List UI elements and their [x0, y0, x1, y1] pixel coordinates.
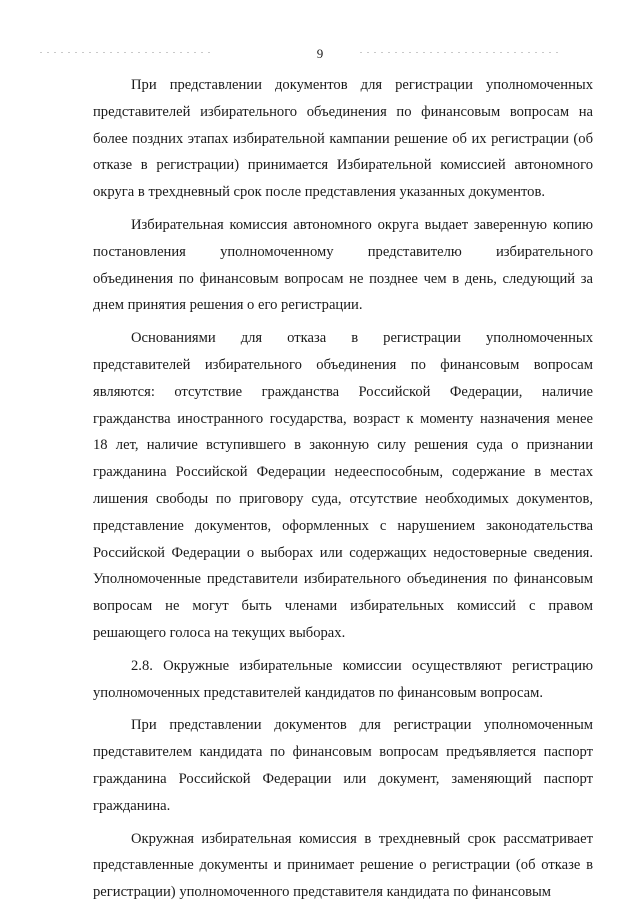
paragraph-line: отказе в регистрации) принимается Избирательной комиссией автономного — [93, 157, 593, 174]
paragraph-line: гражданина Российской Федерации или документ, заменяющий паспорт — [93, 770, 593, 787]
paragraph-line: гражданина. — [93, 797, 171, 814]
paragraph-line: представителей избирательного объединения по финансовым вопросам — [93, 356, 593, 373]
paragraph-line: 18 лет, наличие вступившего в законную силу решения суда о признании — [93, 437, 593, 454]
paragraph — [93, 212, 593, 319]
paragraph-line: уполномоченных представителей кандидатов по финансовым вопросам. — [93, 684, 544, 701]
paragraph-line: постановления уполномоченному представителю избирательного — [93, 243, 593, 260]
paragraph-line: Российской Федерации о выборах или содержащих недостоверные сведения. — [93, 544, 593, 561]
paragraph — [93, 325, 593, 647]
paragraph-line: гражданина Российской Федерации недееспособным, содержание в местах — [93, 464, 593, 481]
paragraph-line: Уполномоченные представители избирательного объединения по финансовым — [93, 571, 593, 588]
paragraph — [93, 653, 593, 707]
paragraph-line: При представлении документов для регистрации уполномоченным — [131, 717, 593, 734]
paragraph-line: объединения по финансовым вопросам не позднее чем в день, следующий за — [93, 270, 593, 287]
paragraph — [93, 712, 593, 819]
paragraph-line: гражданства иностранного государства, возраст к моменту назначения менее — [93, 410, 593, 427]
paragraph-line: представленные документы и принимает решение о регистрации (об отказе в — [93, 857, 593, 874]
paragraph — [93, 826, 593, 906]
paragraph-line: Избирательная комиссия автономного округа выдает заверенную копию — [131, 216, 593, 233]
paragraph-line: При представлении документов для регистрации уполномоченных — [131, 77, 593, 93]
paragraph-line: являются: отсутствие гражданства Российской Федерации, наличие — [93, 383, 593, 400]
paragraph-line: Основаниями для отказа в регистрации уполномоченных — [131, 330, 593, 347]
paragraph-line: представителем кандидата по финансовым вопросам предъявляется паспорт — [93, 744, 593, 761]
paragraph-line: округа в трехдневный срок после представления указанных документов. — [93, 184, 545, 201]
paragraph-line: днем принятия решения о его регистрации. — [93, 297, 363, 314]
paragraph-line: регистрации) уполномоченного представителя кандидата по финансовым — [93, 884, 552, 901]
document-body — [93, 72, 593, 906]
paragraph-line: вопросам не могут быть членами избирательных комиссий с правом — [93, 598, 593, 615]
paragraph-line: более поздних этапах избирательной кампании решение об их регистрации (об — [93, 130, 593, 147]
paragraph-line: Окружная избирательная комиссия в трехдневный срок рассматривает — [131, 830, 593, 847]
paragraph-line: лишения свободы по приговору суда, отсутствие необходимых документов, — [93, 490, 593, 507]
paragraph-line: представителей избирательного объединения по финансовым вопросам на — [93, 103, 593, 120]
paragraph-line: представление документов, оформленных с нарушением законодательства — [93, 517, 593, 534]
paragraph — [93, 72, 593, 206]
page-number: 9 — [316, 46, 324, 61]
paragraph-line: 2.8. Окружные избирательные комиссии осуществляют регистрацию — [131, 657, 593, 674]
paragraph-line: решающего голоса на текущих выборах. — [93, 624, 346, 641]
